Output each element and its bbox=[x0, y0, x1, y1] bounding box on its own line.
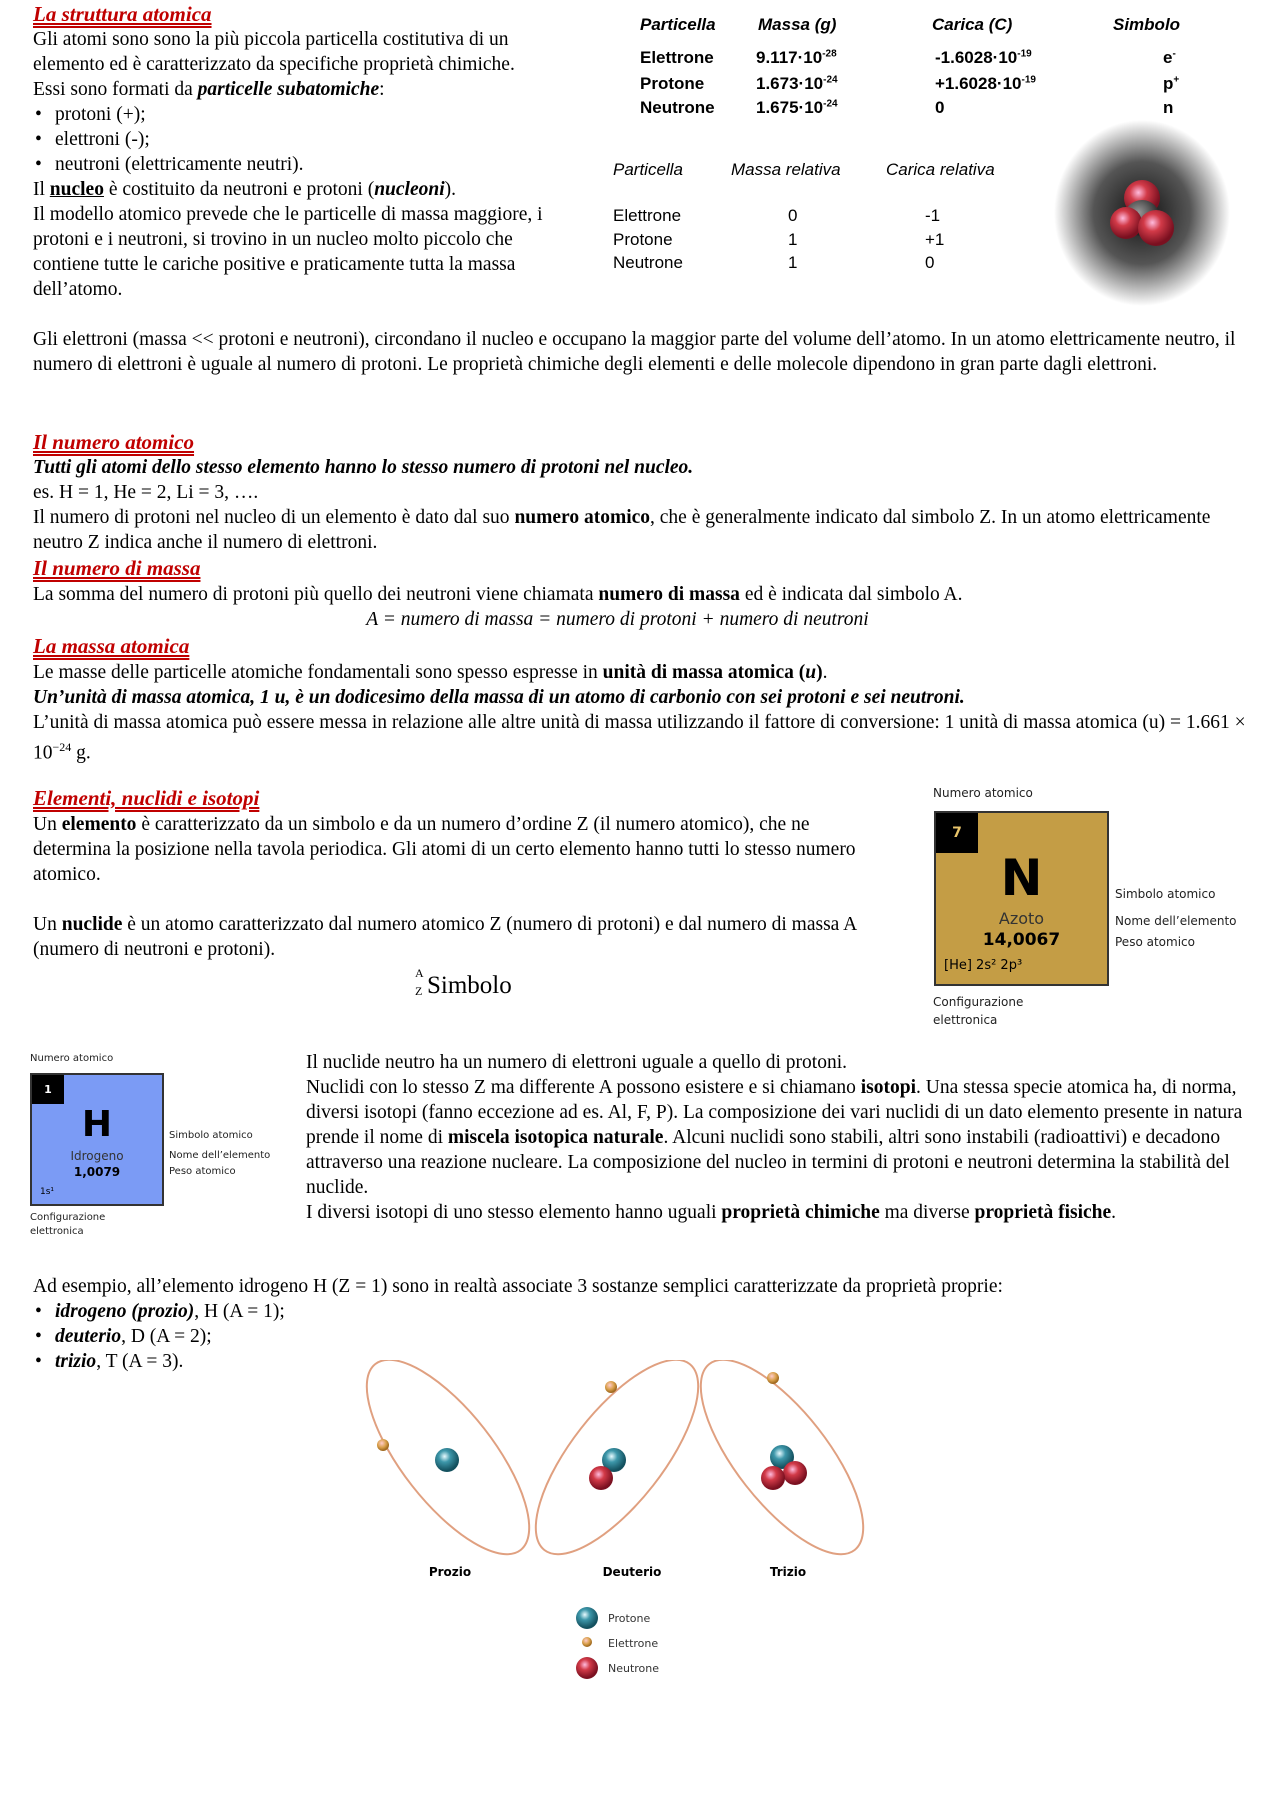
paragraph bbox=[33, 582, 1258, 607]
label-weight: Peso atomico bbox=[1115, 935, 1195, 949]
electron-configuration: [He] 2s² 2p³ bbox=[944, 958, 1023, 973]
proton-icon bbox=[435, 1448, 459, 1472]
term: u bbox=[805, 662, 817, 683]
label-symbol: Simbolo atomico bbox=[169, 1130, 253, 1141]
nitrogen-element-card bbox=[934, 811, 1109, 986]
neutron-icon bbox=[589, 1466, 613, 1490]
text: , H (A = 1); bbox=[194, 1301, 285, 1322]
neutron-icon bbox=[783, 1461, 807, 1485]
text: La somma del numero di protoni più quello dei neutroni viene chiamata bbox=[33, 584, 599, 605]
label-config: elettronica bbox=[30, 1226, 84, 1237]
text: Il numero di protoni nel nucleo di un elemento è dato dal suo bbox=[33, 507, 515, 528]
subatomic-paragraph bbox=[33, 77, 581, 102]
term: proprietà fisiche bbox=[974, 1202, 1112, 1223]
list-item: • elettroni (-); bbox=[33, 127, 581, 152]
text: . Una stessa specie atomica ha, di norma, diversi isotopi (fanno eccezione ad es. Al, F, P). La composizione dei vari nuclidi di un dato elemento presente in natura prende il nome di bbox=[306, 1077, 1243, 1148]
list-item: • protoni (+); bbox=[33, 102, 581, 127]
text: , che è generalmente indicato dal simbolo Z. In un atomo elettricamente neutro Z indica anche il numero di elettroni. bbox=[33, 507, 1211, 553]
value: -1.6028·10 bbox=[935, 48, 1018, 67]
term: ) bbox=[816, 662, 823, 683]
list-item bbox=[33, 1299, 1258, 1324]
element-name: Idrogeno bbox=[70, 1149, 124, 1163]
orbit bbox=[673, 1360, 891, 1578]
text: Ad esempio, all’elemento idrogeno H (Z = 1) sono in realtà associate 3 sostanze semplici caratterizzate da proprietà proprie: bbox=[33, 1276, 1003, 1297]
section-title-numero-atomico: Il numero atomico bbox=[33, 430, 195, 454]
table-header: Particella bbox=[640, 15, 716, 34]
section-title-massa-atomica: La massa atomica bbox=[33, 634, 190, 658]
exponent: −24 bbox=[52, 740, 72, 754]
table-cell: 1 bbox=[788, 230, 798, 249]
nucleus-term: nucleo bbox=[49, 179, 104, 200]
paragraph bbox=[33, 505, 1258, 555]
atomic-number: 1 bbox=[32, 1075, 64, 1104]
table-cell: n bbox=[1163, 98, 1174, 117]
element-symbol: N bbox=[1000, 849, 1043, 907]
label-config: elettronica bbox=[933, 1013, 998, 1027]
text: è costituito da neutroni e protoni ( bbox=[103, 179, 375, 200]
hydrogen-isotopes-diagram bbox=[360, 1360, 980, 1700]
term: deuterio bbox=[55, 1326, 122, 1347]
value: 9.117·10 bbox=[756, 48, 823, 67]
legend-label: Elettrone bbox=[608, 1637, 659, 1650]
table-header: Carica (C) bbox=[932, 15, 1013, 34]
term: isotopi bbox=[860, 1077, 916, 1098]
value: +1.6028·10 bbox=[935, 74, 1022, 93]
list-item: • neutroni (elettricamente neutri). bbox=[33, 152, 581, 177]
nucleons-term: nucleoni bbox=[374, 179, 445, 200]
table-cell bbox=[935, 74, 1036, 94]
element-name: Azoto bbox=[998, 909, 1045, 928]
legend-neutron-icon bbox=[576, 1657, 598, 1679]
text: : bbox=[379, 79, 385, 100]
rule-statement: Tutti gli atomi dello stesso elemento hanno lo stesso numero di protoni nel nucleo. bbox=[33, 457, 694, 478]
nuclide-paragraph bbox=[33, 912, 881, 962]
label-config: Configurazione bbox=[30, 1212, 106, 1223]
text: Il nuclide neutro ha un numero di elettroni uguale a quello di protoni. bbox=[306, 1052, 847, 1073]
text: Un bbox=[33, 814, 62, 835]
text: I diversi isotopi di uno stesso elemento hanno uguali bbox=[306, 1202, 722, 1223]
table-cell: Protone bbox=[640, 74, 705, 93]
label-atomic-number: Numero atomico bbox=[30, 1053, 114, 1064]
label-deuterio: Deuterio bbox=[602, 1565, 662, 1579]
table-cell: Elettrone bbox=[640, 48, 714, 67]
table-cell bbox=[1163, 48, 1176, 68]
section-title-elementi: Elementi, nuclidi e isotopi bbox=[33, 786, 260, 810]
text bbox=[306, 1200, 1261, 1225]
text: Un bbox=[33, 914, 62, 935]
isotopes-paragraph bbox=[306, 1050, 1261, 1225]
label-weight: Peso atomico bbox=[169, 1166, 236, 1177]
numero-atomico-body bbox=[33, 455, 1258, 555]
legend-electron-icon bbox=[582, 1637, 592, 1647]
exponent: -19 bbox=[1017, 48, 1032, 60]
text: . bbox=[822, 662, 828, 683]
electron-icon bbox=[767, 1372, 779, 1384]
example-text: es. H = 1, He = 2, Li = 3, …. bbox=[33, 482, 259, 503]
symbol: Simbolo bbox=[427, 972, 512, 999]
electrons-paragraph: Gli elettroni (massa << protoni e neutroni), circondano il nucleo e occupano la maggior parte del volume dell’atomo. In un atomo elettricamente neutro, il numero di elettroni è uguale al numero di protoni. Le proprietà chimiche degli elementi e delle molecole dipendono in gran parte dagli elettroni. bbox=[33, 329, 1236, 375]
label-name: Nome dell’elemento bbox=[169, 1150, 271, 1161]
exponent: -24 bbox=[823, 74, 838, 86]
text: ma diverse bbox=[879, 1202, 975, 1223]
term: proprietà chimiche bbox=[721, 1202, 880, 1223]
text: L’unità di massa atomica può essere messa in relazione alle altre unità di massa utilizzando il fattore di conversione: 1 unità di massa atomica (u) = 1.661 × 10 bbox=[33, 712, 1246, 764]
table-cell: Protone bbox=[613, 230, 673, 249]
exponent: -19 bbox=[1021, 74, 1036, 86]
table-cell bbox=[756, 74, 838, 94]
label-prozio: Prozio bbox=[428, 1565, 472, 1579]
exponent: - bbox=[1172, 48, 1176, 60]
table-cell: -1 bbox=[925, 206, 941, 225]
hydrogen-example bbox=[33, 1274, 1258, 1374]
exponent: + bbox=[1173, 74, 1180, 86]
text: è un atomo caratterizzato dal numero atomico Z (numero di protoni) e dal numero di massa A (numero di neutroni e protoni). bbox=[33, 914, 857, 960]
orbit bbox=[360, 1360, 557, 1578]
term: numero di massa bbox=[598, 584, 740, 605]
hydrogen-element-card bbox=[30, 1073, 164, 1206]
electron-configuration: 1s¹ bbox=[40, 1187, 55, 1197]
term: idrogeno (prozio) bbox=[55, 1301, 195, 1322]
label-name: Nome dell’elemento bbox=[1115, 914, 1237, 928]
text: . bbox=[1111, 1202, 1117, 1223]
text: , D (A = 2); bbox=[121, 1326, 212, 1347]
value: 1.673·10 bbox=[756, 74, 824, 93]
table-cell: 0 bbox=[925, 253, 935, 272]
text: ). bbox=[444, 179, 457, 200]
table-cell: Elettrone bbox=[613, 206, 682, 225]
electron-icon bbox=[605, 1381, 617, 1393]
table-header: Carica relativa bbox=[886, 160, 995, 179]
label-config: Configurazione bbox=[933, 995, 1024, 1009]
element-paragraph bbox=[33, 812, 881, 887]
table-cell bbox=[935, 98, 944, 118]
value: p bbox=[1163, 74, 1174, 93]
term: nuclide bbox=[61, 914, 123, 935]
intro-paragraph: Gli atomi sono sono la più piccola particella costitutiva di un elemento ed è caratterizzato da specifiche proprietà chimiche. bbox=[33, 29, 515, 75]
mass-number-formula: A = numero di massa = numero di protoni + numero di neutroni bbox=[366, 609, 869, 630]
term: elemento bbox=[61, 814, 137, 835]
label-atomic-number: Numero atomico bbox=[933, 786, 1033, 800]
term: numero atomico bbox=[514, 507, 651, 528]
atomic-number: 7 bbox=[936, 813, 978, 853]
value: 1.675·10 bbox=[756, 98, 824, 117]
element-symbol: H bbox=[81, 1104, 113, 1145]
list-item bbox=[33, 1324, 1258, 1349]
mass-number: A bbox=[415, 966, 424, 980]
atom-illustration bbox=[1050, 118, 1235, 308]
definition: Un’unità di massa atomica, 1 u, è un dodicesimo della massa di un atomo di carbonio con sei protoni e sei neutroni. bbox=[33, 687, 965, 708]
text: Il bbox=[33, 179, 50, 200]
conversion-paragraph bbox=[33, 710, 1258, 766]
table-cell: Neutrone bbox=[613, 253, 683, 272]
text: Le masse delle particelle atomiche fondamentali sono spesso espresse in bbox=[33, 662, 603, 683]
table-header: Simbolo bbox=[1113, 15, 1181, 34]
atomic-number: Z bbox=[415, 984, 423, 998]
label-symbol: Simbolo atomico bbox=[1115, 887, 1216, 901]
table-cell: Neutrone bbox=[640, 98, 715, 117]
atomic-weight: 1,0079 bbox=[73, 1165, 121, 1179]
section-title-numero-massa: Il numero di massa bbox=[33, 556, 201, 580]
text: , T (A = 3). bbox=[96, 1351, 184, 1372]
text: g. bbox=[71, 742, 91, 764]
electron-icon bbox=[377, 1439, 389, 1451]
atomic-weight: 14,0067 bbox=[982, 930, 1061, 950]
text bbox=[306, 1075, 1261, 1200]
table-cell bbox=[935, 48, 1032, 68]
legend-label: Protone bbox=[608, 1612, 651, 1625]
exponent: -28 bbox=[822, 48, 837, 60]
table-header: Massa (g) bbox=[758, 15, 837, 34]
text: Essi sono formati da bbox=[33, 79, 198, 100]
proton-icon bbox=[1138, 210, 1174, 246]
nucleus-paragraph bbox=[33, 177, 581, 202]
legend-proton-icon bbox=[576, 1607, 598, 1629]
neutron-icon bbox=[761, 1466, 785, 1490]
value: 0 bbox=[935, 98, 945, 117]
text: è caratterizzato da un simbolo e da un numero d’ordine Z (il numero atomico), che ne determina la posizione nella tavola periodica. Gli atomi di un certo elemento hanno tutti lo stesso numero atomico. bbox=[33, 814, 856, 885]
table-header: Massa relativa bbox=[731, 160, 841, 179]
exponent: -24 bbox=[823, 98, 838, 110]
particle-list bbox=[33, 102, 581, 177]
legend-label: Neutrone bbox=[608, 1662, 660, 1675]
model-paragraph: Il modello atomico prevede che le particelle di massa maggiore, i protoni e i neutroni, si trovino in un nucleo molto piccolo che contiene tutte le cariche positive e praticamente tutta la massa dell’atomo. bbox=[33, 204, 543, 300]
term: miscela isotopica naturale bbox=[447, 1127, 664, 1148]
table-header: Particella bbox=[613, 160, 683, 179]
text: ed è indicata dal simbolo A. bbox=[739, 584, 963, 605]
massa-atomica-body bbox=[33, 660, 1258, 766]
term: unità di massa atomica ( bbox=[602, 662, 806, 683]
table-cell: 1 bbox=[788, 253, 798, 272]
section-title-struttura: La struttura atomica bbox=[33, 2, 212, 26]
table-cell bbox=[1163, 74, 1179, 94]
term: trizio bbox=[55, 1351, 97, 1372]
proton-icon bbox=[1110, 207, 1142, 239]
subatomic-term: particelle subatomiche bbox=[197, 79, 380, 100]
nuclide-notation bbox=[415, 966, 512, 1000]
text: Nuclidi con lo stesso Z ma differente A possono esistere e si chiamano bbox=[306, 1077, 861, 1098]
table-cell bbox=[756, 98, 838, 118]
table-cell: +1 bbox=[925, 230, 945, 249]
paragraph bbox=[33, 660, 1258, 685]
text: . Alcuni nuclidi sono stabili, altri sono instabili (radioattivi) e decadono attraverso una reazione nucleare. La composizione del nucleo in termini di protoni e neutroni determina la stabilità del nuclide. bbox=[306, 1127, 1230, 1198]
table-cell bbox=[756, 48, 837, 68]
value: e bbox=[1163, 48, 1173, 67]
label-trizio: Trizio bbox=[769, 1565, 807, 1579]
intro-column bbox=[33, 27, 581, 302]
table-cell: 0 bbox=[788, 206, 798, 225]
